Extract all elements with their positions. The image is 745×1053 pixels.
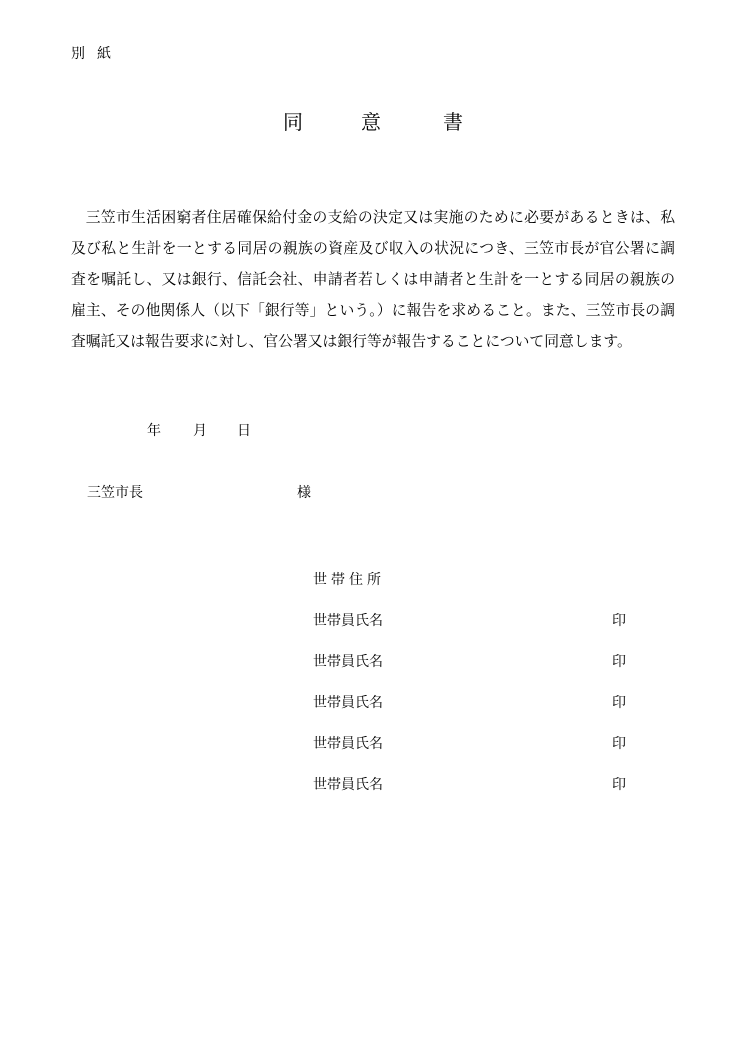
member-name-label: 世帯員氏名 bbox=[313, 613, 383, 629]
addressee-name: 三笠市長 bbox=[87, 485, 143, 501]
seal-mark: 印 bbox=[612, 695, 626, 711]
seal-mark: 印 bbox=[612, 654, 626, 670]
date-day-label: 日 bbox=[237, 423, 251, 439]
title-char-3: 書 bbox=[443, 110, 463, 134]
addressee-honorific: 様 bbox=[297, 485, 311, 501]
consent-body bbox=[71, 202, 675, 357]
household-address-label: 世帯住所 bbox=[313, 572, 385, 588]
attachment-label: 別紙 bbox=[71, 46, 123, 62]
title-char-1: 同 bbox=[283, 110, 303, 134]
member-name-label: 世帯員氏名 bbox=[313, 777, 383, 793]
seal-mark: 印 bbox=[612, 613, 626, 629]
seal-mark: 印 bbox=[612, 777, 626, 793]
member-name-label: 世帯員氏名 bbox=[313, 736, 383, 752]
seal-mark: 印 bbox=[612, 736, 626, 752]
consent-paragraph: 三笠市生活困窮者住居確保給付金の支給の決定又は実施のために必要があるときは、私及び私と生計を一とする同居の親族の資産及び収入の状況につき、三笠市長が官公署に調査を嘱託し、又は銀行、信託会社、申請者若しくは申請者と生計を一とする同居の親族の雇主、その他関係人（以下「銀行等」という。）に報告を求めること。また、三笠市長の調査嘱託又は報告要求に対し、官公署又は銀行等が報告することについて同意します。 bbox=[71, 209, 675, 350]
member-name-label: 世帯員氏名 bbox=[313, 695, 383, 711]
member-name-label: 世帯員氏名 bbox=[313, 654, 383, 670]
title-char-2: 意 bbox=[361, 110, 381, 134]
date-month-label: 月 bbox=[193, 423, 207, 439]
date-year-label: 年 bbox=[147, 423, 161, 439]
